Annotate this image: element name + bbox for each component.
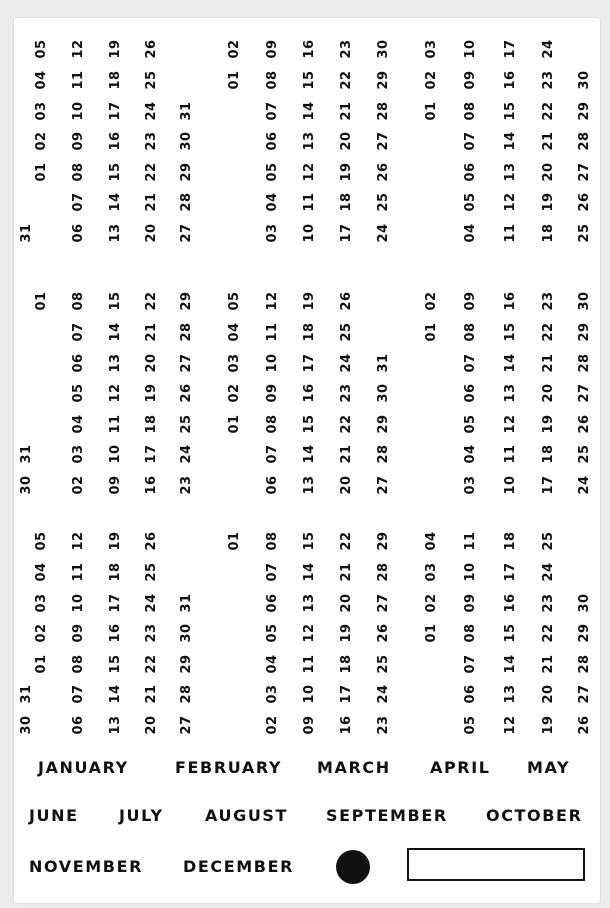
date-sticker[interactable]: 18: [302, 322, 317, 342]
date-sticker[interactable]: 07: [463, 353, 478, 373]
date-sticker[interactable]: 26: [179, 383, 194, 403]
date-sticker[interactable]: 26: [577, 192, 592, 212]
month-label-december[interactable]: DECEMBER: [183, 857, 295, 876]
date-sticker[interactable]: 28: [179, 684, 194, 704]
date-sticker[interactable]: 03: [71, 444, 86, 464]
date-sticker[interactable]: 13: [302, 131, 317, 151]
date-sticker[interactable]: 08: [71, 291, 86, 311]
date-sticker[interactable]: 27: [376, 475, 391, 495]
date-sticker[interactable]: 12: [302, 623, 317, 643]
date-sticker[interactable]: 22: [541, 322, 556, 342]
date-sticker[interactable]: 19: [541, 192, 556, 212]
date-sticker[interactable]: 19: [108, 39, 123, 59]
date-sticker[interactable]: 03: [463, 475, 478, 495]
date-sticker[interactable]: 17: [108, 593, 123, 613]
date-sticker[interactable]: 03: [34, 101, 49, 121]
month-label-january[interactable]: JANUARY: [38, 758, 129, 777]
date-sticker[interactable]: 12: [503, 715, 518, 735]
date-sticker[interactable]: 30: [577, 70, 592, 90]
date-sticker[interactable]: 26: [144, 39, 159, 59]
date-sticker[interactable]: 28: [577, 131, 592, 151]
date-sticker[interactable]: 18: [108, 562, 123, 582]
date-sticker[interactable]: 19: [541, 715, 556, 735]
date-sticker[interactable]: 14: [108, 192, 123, 212]
date-sticker[interactable]: 18: [541, 223, 556, 243]
date-sticker[interactable]: 24: [541, 39, 556, 59]
date-sticker[interactable]: 30: [179, 623, 194, 643]
date-sticker[interactable]: 09: [71, 131, 86, 151]
date-sticker[interactable]: 06: [71, 715, 86, 735]
date-sticker[interactable]: 15: [302, 531, 317, 551]
date-sticker[interactable]: 25: [577, 444, 592, 464]
date-sticker[interactable]: 23: [541, 291, 556, 311]
date-sticker[interactable]: 11: [302, 654, 317, 674]
date-sticker[interactable]: 26: [577, 715, 592, 735]
date-sticker[interactable]: 01: [227, 531, 242, 551]
date-sticker[interactable]: 21: [339, 101, 354, 121]
date-sticker[interactable]: 10: [108, 444, 123, 464]
date-sticker[interactable]: 08: [265, 414, 280, 434]
date-sticker[interactable]: 29: [179, 654, 194, 674]
date-sticker[interactable]: 10: [463, 562, 478, 582]
date-sticker[interactable]: 30: [19, 715, 34, 735]
date-sticker[interactable]: 21: [541, 353, 556, 373]
date-sticker[interactable]: 14: [108, 322, 123, 342]
month-label-september[interactable]: SEPTEMBER: [326, 806, 448, 825]
date-sticker[interactable]: 04: [227, 322, 242, 342]
month-label-august[interactable]: AUGUST: [205, 806, 289, 825]
date-sticker[interactable]: 15: [302, 70, 317, 90]
date-sticker[interactable]: 21: [339, 444, 354, 464]
date-sticker[interactable]: 08: [463, 101, 478, 121]
date-sticker[interactable]: 04: [34, 70, 49, 90]
date-sticker[interactable]: 23: [376, 715, 391, 735]
month-label-october[interactable]: OCTOBER: [486, 806, 583, 825]
date-sticker[interactable]: 10: [71, 593, 86, 613]
date-sticker[interactable]: 20: [144, 353, 159, 373]
date-sticker[interactable]: 10: [71, 101, 86, 121]
date-sticker[interactable]: 17: [503, 39, 518, 59]
date-sticker[interactable]: 14: [302, 562, 317, 582]
date-sticker[interactable]: 01: [424, 101, 439, 121]
date-sticker[interactable]: 20: [339, 475, 354, 495]
date-sticker[interactable]: 04: [463, 444, 478, 464]
date-sticker[interactable]: 31: [19, 444, 34, 464]
date-sticker[interactable]: 23: [144, 131, 159, 151]
date-sticker[interactable]: 09: [265, 383, 280, 403]
date-sticker[interactable]: 24: [577, 475, 592, 495]
date-sticker[interactable]: 30: [376, 39, 391, 59]
date-sticker[interactable]: 22: [144, 162, 159, 182]
date-sticker[interactable]: 08: [463, 322, 478, 342]
date-sticker[interactable]: 29: [179, 162, 194, 182]
date-sticker[interactable]: 31: [179, 593, 194, 613]
date-sticker[interactable]: 10: [302, 223, 317, 243]
date-sticker[interactable]: 16: [108, 131, 123, 151]
date-sticker[interactable]: 05: [463, 414, 478, 434]
date-sticker[interactable]: 16: [108, 623, 123, 643]
date-sticker[interactable]: 24: [541, 562, 556, 582]
date-sticker[interactable]: 08: [463, 623, 478, 643]
date-sticker[interactable]: 20: [144, 223, 159, 243]
date-sticker[interactable]: 31: [179, 101, 194, 121]
date-sticker[interactable]: 16: [339, 715, 354, 735]
date-sticker[interactable]: 04: [424, 531, 439, 551]
date-sticker[interactable]: 11: [108, 414, 123, 434]
date-sticker[interactable]: 29: [577, 623, 592, 643]
date-sticker[interactable]: 27: [179, 715, 194, 735]
date-sticker[interactable]: 06: [463, 162, 478, 182]
date-sticker[interactable]: 03: [34, 593, 49, 613]
date-sticker[interactable]: 05: [227, 291, 242, 311]
date-sticker[interactable]: 17: [144, 444, 159, 464]
date-sticker[interactable]: 29: [376, 531, 391, 551]
date-sticker[interactable]: 07: [71, 192, 86, 212]
date-sticker[interactable]: 07: [71, 322, 86, 342]
date-sticker[interactable]: 17: [339, 684, 354, 704]
date-sticker[interactable]: 02: [424, 291, 439, 311]
date-sticker[interactable]: 05: [265, 162, 280, 182]
date-sticker[interactable]: 05: [265, 623, 280, 643]
date-sticker[interactable]: 20: [541, 162, 556, 182]
date-sticker[interactable]: 19: [339, 623, 354, 643]
date-sticker[interactable]: 26: [577, 414, 592, 434]
date-sticker[interactable]: 10: [503, 475, 518, 495]
date-sticker[interactable]: 13: [108, 715, 123, 735]
date-sticker[interactable]: 22: [541, 623, 556, 643]
date-sticker[interactable]: 07: [265, 562, 280, 582]
date-sticker[interactable]: 17: [339, 223, 354, 243]
date-sticker[interactable]: 22: [144, 654, 159, 674]
date-sticker[interactable]: 15: [108, 654, 123, 674]
date-sticker[interactable]: 17: [302, 353, 317, 373]
date-sticker[interactable]: 11: [302, 192, 317, 212]
date-sticker[interactable]: 27: [376, 131, 391, 151]
date-sticker[interactable]: 30: [19, 475, 34, 495]
date-sticker[interactable]: 11: [71, 70, 86, 90]
date-sticker[interactable]: 16: [503, 70, 518, 90]
date-sticker[interactable]: 12: [71, 531, 86, 551]
date-sticker[interactable]: 13: [503, 383, 518, 403]
date-sticker[interactable]: 08: [265, 70, 280, 90]
date-sticker[interactable]: 19: [541, 414, 556, 434]
date-sticker[interactable]: 20: [339, 131, 354, 151]
date-sticker[interactable]: 15: [108, 162, 123, 182]
date-sticker[interactable]: 31: [19, 684, 34, 704]
date-sticker[interactable]: 31: [376, 353, 391, 373]
date-sticker[interactable]: 05: [34, 39, 49, 59]
date-sticker[interactable]: 15: [503, 101, 518, 121]
date-sticker[interactable]: 19: [108, 531, 123, 551]
date-sticker[interactable]: 24: [376, 223, 391, 243]
date-sticker[interactable]: 10: [265, 353, 280, 373]
date-sticker[interactable]: 04: [265, 654, 280, 674]
blank-label-box[interactable]: [407, 848, 585, 881]
date-sticker[interactable]: 01: [424, 623, 439, 643]
date-sticker[interactable]: 04: [34, 562, 49, 582]
date-sticker[interactable]: 01: [34, 654, 49, 674]
date-sticker[interactable]: 09: [265, 39, 280, 59]
month-label-april[interactable]: APRIL: [430, 758, 491, 777]
date-sticker[interactable]: 06: [265, 131, 280, 151]
date-sticker[interactable]: 21: [541, 131, 556, 151]
date-sticker[interactable]: 23: [541, 593, 556, 613]
date-sticker[interactable]: 30: [577, 291, 592, 311]
date-sticker[interactable]: 16: [302, 383, 317, 403]
date-sticker[interactable]: 25: [541, 531, 556, 551]
date-sticker[interactable]: 28: [376, 444, 391, 464]
date-sticker[interactable]: 04: [71, 414, 86, 434]
date-sticker[interactable]: 14: [302, 101, 317, 121]
date-sticker[interactable]: 04: [265, 192, 280, 212]
date-sticker[interactable]: 14: [503, 353, 518, 373]
date-sticker[interactable]: 02: [34, 131, 49, 151]
date-sticker[interactable]: 03: [265, 684, 280, 704]
date-sticker[interactable]: 01: [34, 162, 49, 182]
date-sticker[interactable]: 16: [302, 39, 317, 59]
date-sticker[interactable]: 08: [71, 654, 86, 674]
date-sticker[interactable]: 13: [108, 353, 123, 373]
date-sticker[interactable]: 28: [577, 654, 592, 674]
date-sticker[interactable]: 01: [34, 291, 49, 311]
date-sticker[interactable]: 01: [424, 322, 439, 342]
date-sticker[interactable]: 02: [265, 715, 280, 735]
date-sticker[interactable]: 18: [144, 414, 159, 434]
date-sticker[interactable]: 25: [376, 192, 391, 212]
date-sticker[interactable]: 17: [108, 101, 123, 121]
date-sticker[interactable]: 15: [302, 414, 317, 434]
date-sticker[interactable]: 28: [179, 192, 194, 212]
calendar-sticker-sheet: [14, 18, 600, 903]
date-sticker[interactable]: 24: [144, 101, 159, 121]
date-sticker[interactable]: 25: [144, 70, 159, 90]
month-label-march[interactable]: MARCH: [317, 758, 391, 777]
month-label-may[interactable]: MAY: [527, 758, 571, 777]
date-sticker[interactable]: 02: [34, 623, 49, 643]
date-sticker[interactable]: 27: [179, 353, 194, 373]
date-sticker[interactable]: 15: [108, 291, 123, 311]
date-sticker[interactable]: 29: [179, 291, 194, 311]
date-sticker[interactable]: 06: [463, 383, 478, 403]
date-sticker[interactable]: 24: [339, 353, 354, 373]
date-sticker[interactable]: 12: [302, 162, 317, 182]
date-sticker[interactable]: 25: [144, 562, 159, 582]
date-sticker[interactable]: 14: [108, 684, 123, 704]
date-sticker[interactable]: 25: [179, 414, 194, 434]
date-sticker[interactable]: 07: [265, 444, 280, 464]
date-sticker[interactable]: 16: [503, 291, 518, 311]
date-sticker[interactable]: 21: [339, 562, 354, 582]
date-sticker[interactable]: 07: [463, 131, 478, 151]
date-sticker[interactable]: 03: [227, 353, 242, 373]
date-sticker[interactable]: 03: [265, 223, 280, 243]
date-sticker[interactable]: 27: [577, 684, 592, 704]
date-sticker[interactable]: 13: [503, 162, 518, 182]
date-sticker[interactable]: 05: [71, 383, 86, 403]
date-sticker[interactable]: 23: [339, 383, 354, 403]
date-sticker[interactable]: 12: [265, 291, 280, 311]
date-sticker[interactable]: 08: [265, 531, 280, 551]
month-label-november[interactable]: NOVEMBER: [29, 857, 144, 876]
round-dot-sticker[interactable]: [336, 850, 370, 884]
date-sticker[interactable]: 21: [144, 192, 159, 212]
date-sticker[interactable]: 07: [71, 684, 86, 704]
date-sticker[interactable]: 19: [302, 291, 317, 311]
date-sticker[interactable]: 05: [463, 192, 478, 212]
date-sticker[interactable]: 28: [577, 353, 592, 373]
date-sticker[interactable]: 09: [463, 593, 478, 613]
date-sticker[interactable]: 23: [541, 70, 556, 90]
month-label-june[interactable]: JUNE: [29, 806, 79, 825]
date-sticker[interactable]: 19: [144, 383, 159, 403]
date-sticker[interactable]: 01: [227, 70, 242, 90]
date-sticker[interactable]: 25: [577, 223, 592, 243]
date-sticker[interactable]: 23: [179, 475, 194, 495]
date-sticker[interactable]: 02: [424, 70, 439, 90]
date-sticker[interactable]: 10: [302, 684, 317, 704]
date-sticker[interactable]: 29: [376, 70, 391, 90]
date-sticker[interactable]: 27: [577, 162, 592, 182]
date-sticker[interactable]: 26: [376, 623, 391, 643]
date-sticker[interactable]: 12: [71, 39, 86, 59]
date-sticker[interactable]: 22: [339, 531, 354, 551]
date-sticker[interactable]: 11: [503, 223, 518, 243]
date-sticker[interactable]: 07: [265, 101, 280, 121]
date-sticker[interactable]: 04: [463, 223, 478, 243]
date-sticker[interactable]: 28: [179, 322, 194, 342]
date-sticker[interactable]: 26: [376, 162, 391, 182]
date-sticker[interactable]: 18: [503, 531, 518, 551]
date-sticker[interactable]: 13: [503, 684, 518, 704]
date-sticker[interactable]: 24: [376, 684, 391, 704]
date-sticker[interactable]: 15: [503, 322, 518, 342]
date-sticker[interactable]: 09: [463, 70, 478, 90]
date-sticker[interactable]: 26: [339, 291, 354, 311]
date-sticker[interactable]: 27: [179, 223, 194, 243]
date-sticker[interactable]: 11: [503, 444, 518, 464]
date-sticker[interactable]: 14: [503, 654, 518, 674]
date-sticker[interactable]: 05: [34, 531, 49, 551]
date-sticker[interactable]: 01: [227, 414, 242, 434]
date-sticker[interactable]: 12: [503, 414, 518, 434]
date-sticker[interactable]: 06: [463, 684, 478, 704]
date-sticker[interactable]: 03: [424, 562, 439, 582]
date-sticker[interactable]: 02: [227, 39, 242, 59]
date-sticker[interactable]: 22: [144, 291, 159, 311]
date-sticker[interactable]: 06: [265, 475, 280, 495]
date-sticker[interactable]: 18: [339, 654, 354, 674]
date-sticker[interactable]: 09: [463, 291, 478, 311]
date-sticker[interactable]: 02: [227, 383, 242, 403]
date-sticker[interactable]: 06: [71, 223, 86, 243]
date-sticker[interactable]: 14: [503, 131, 518, 151]
date-sticker[interactable]: 27: [376, 593, 391, 613]
date-sticker[interactable]: 14: [302, 444, 317, 464]
date-sticker[interactable]: 27: [577, 383, 592, 403]
date-sticker[interactable]: 25: [339, 322, 354, 342]
date-sticker[interactable]: 13: [302, 475, 317, 495]
date-sticker[interactable]: 13: [108, 223, 123, 243]
date-sticker[interactable]: 30: [577, 593, 592, 613]
date-sticker[interactable]: 18: [108, 70, 123, 90]
date-sticker[interactable]: 22: [339, 414, 354, 434]
date-sticker[interactable]: 21: [144, 684, 159, 704]
date-sticker[interactable]: 12: [108, 383, 123, 403]
date-sticker[interactable]: 20: [541, 684, 556, 704]
date-sticker[interactable]: 28: [376, 101, 391, 121]
date-sticker[interactable]: 11: [463, 531, 478, 551]
date-sticker[interactable]: 11: [265, 322, 280, 342]
date-sticker[interactable]: 20: [339, 593, 354, 613]
date-sticker[interactable]: 29: [577, 101, 592, 121]
date-sticker[interactable]: 16: [144, 475, 159, 495]
date-sticker[interactable]: 10: [463, 39, 478, 59]
date-sticker[interactable]: 09: [108, 475, 123, 495]
date-sticker[interactable]: 19: [339, 162, 354, 182]
date-sticker[interactable]: 30: [179, 131, 194, 151]
date-sticker[interactable]: 24: [179, 444, 194, 464]
date-sticker[interactable]: 16: [503, 593, 518, 613]
date-sticker[interactable]: 06: [71, 353, 86, 373]
month-label-february[interactable]: FEBRUARY: [175, 758, 283, 777]
month-label-july[interactable]: JULY: [119, 806, 164, 825]
date-sticker[interactable]: 12: [503, 192, 518, 212]
date-sticker[interactable]: 15: [503, 623, 518, 643]
date-sticker[interactable]: 18: [339, 192, 354, 212]
date-sticker[interactable]: 22: [339, 70, 354, 90]
date-sticker[interactable]: 23: [144, 623, 159, 643]
date-sticker[interactable]: 20: [541, 383, 556, 403]
date-sticker[interactable]: 13: [302, 593, 317, 613]
date-sticker[interactable]: 29: [376, 414, 391, 434]
date-sticker[interactable]: 07: [463, 654, 478, 674]
date-sticker[interactable]: 02: [424, 593, 439, 613]
date-sticker[interactable]: 11: [71, 562, 86, 582]
date-sticker[interactable]: 30: [376, 383, 391, 403]
date-sticker[interactable]: 20: [144, 715, 159, 735]
date-sticker[interactable]: 23: [339, 39, 354, 59]
date-sticker[interactable]: 05: [463, 715, 478, 735]
date-sticker[interactable]: 06: [265, 593, 280, 613]
date-sticker[interactable]: 24: [144, 593, 159, 613]
date-sticker[interactable]: 02: [71, 475, 86, 495]
date-sticker[interactable]: 03: [424, 39, 439, 59]
date-sticker[interactable]: 21: [144, 322, 159, 342]
date-sticker[interactable]: 17: [541, 475, 556, 495]
date-sticker[interactable]: 31: [19, 223, 34, 243]
date-sticker[interactable]: 28: [376, 562, 391, 582]
date-sticker[interactable]: 09: [302, 715, 317, 735]
date-sticker[interactable]: 25: [376, 654, 391, 674]
date-sticker[interactable]: 09: [71, 623, 86, 643]
date-sticker[interactable]: 26: [144, 531, 159, 551]
date-sticker[interactable]: 29: [577, 322, 592, 342]
date-sticker[interactable]: 17: [503, 562, 518, 582]
date-sticker[interactable]: 22: [541, 101, 556, 121]
date-sticker[interactable]: 18: [541, 444, 556, 464]
date-sticker[interactable]: 08: [71, 162, 86, 182]
date-sticker[interactable]: 21: [541, 654, 556, 674]
